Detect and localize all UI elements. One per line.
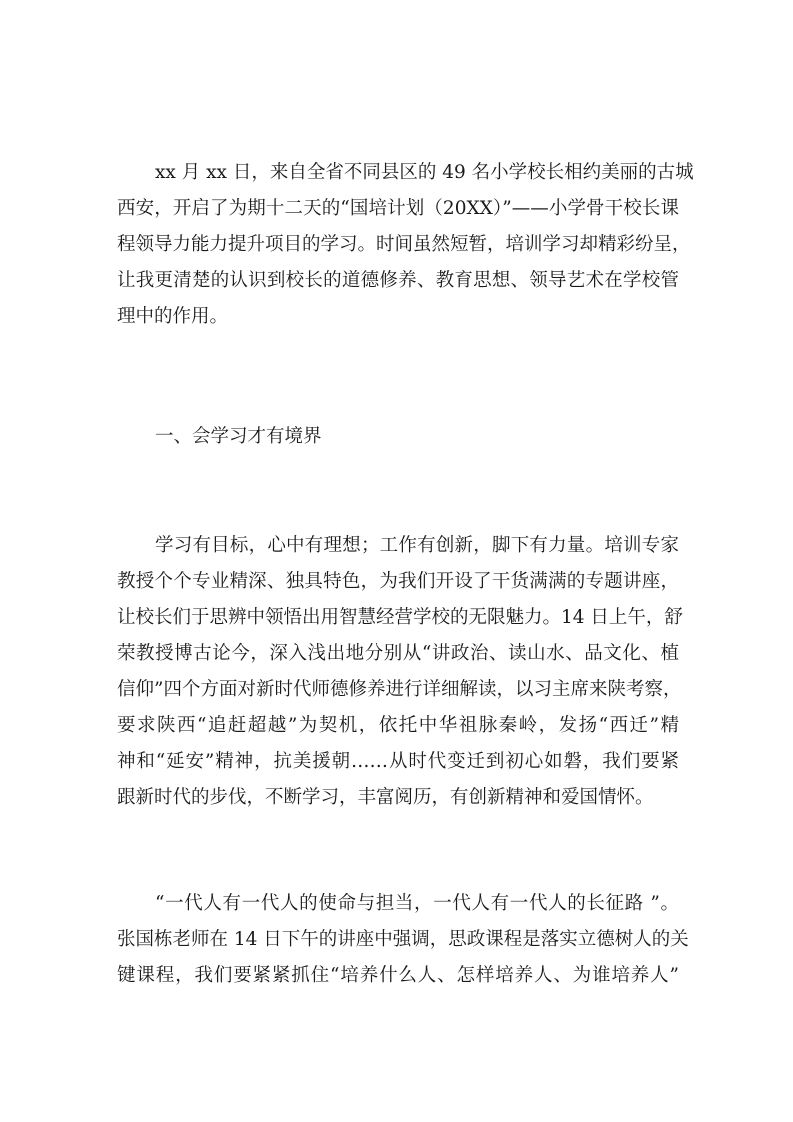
text-line: 荣教授博古论今，深入浅出地分别从“讲政治、读山水、品文化、植 [117, 643, 679, 664]
text-line: 学习有目标，心中有理想；工作有创新，脚下有力量。培训专家 [155, 535, 679, 556]
text-line: 神和“延安”精神，抗美援朝……从时代变迁到初心如磐，我们要紧 [117, 751, 679, 772]
text-line: 理中的作用。 [117, 306, 229, 327]
text-line: 西安，开启了为期十二天的“国培计划（20XX）”——小学骨干校长课 [117, 198, 679, 219]
text-line: 信仰”四个方面对新时代师德修养进行详细解读，以习主席来陕考察， [117, 679, 682, 700]
text-line: 跟新时代的步伐，不断学习，丰富阅历，有创新精神和爱国情怀。 [117, 787, 654, 808]
text-line: “一代人有一代人的使命与担当，一代人有一代人的长征路 ”。 [155, 893, 679, 914]
text-line: 让我更清楚的认识到校长的道德修养、教育思想、领导艺术在学校管 [117, 270, 679, 291]
text-line: 张国栋老师在 14 日下午的讲座中强调，思政课程是落实立德树人的关 [117, 929, 689, 950]
text-line: xx 月 xx 日，来自全省不同县区的 49 名小学校长相约美丽的古城 [155, 162, 694, 183]
text-line: 让校长们于思辨中领悟出用智慧经营学校的无限魅力。14 日上午，舒 [117, 607, 683, 628]
text-line: 教授个个专业精深、独具特色，为我们开设了干货满满的专题讲座， [117, 571, 679, 592]
text-line: 程领导力能力提升项目的学习。时间虽然短暂，培训学习却精彩纷呈， [117, 234, 691, 255]
text-line: 键课程，我们要紧紧抓住“培养什么人、怎样培养人、为谁培养人” [117, 965, 679, 986]
section-heading: 一、会学习才有境界 [155, 426, 322, 447]
text-line: 要求陕西“追赶超越”为契机，依托中华祖脉秦岭，发扬“西迁”精 [117, 715, 679, 736]
